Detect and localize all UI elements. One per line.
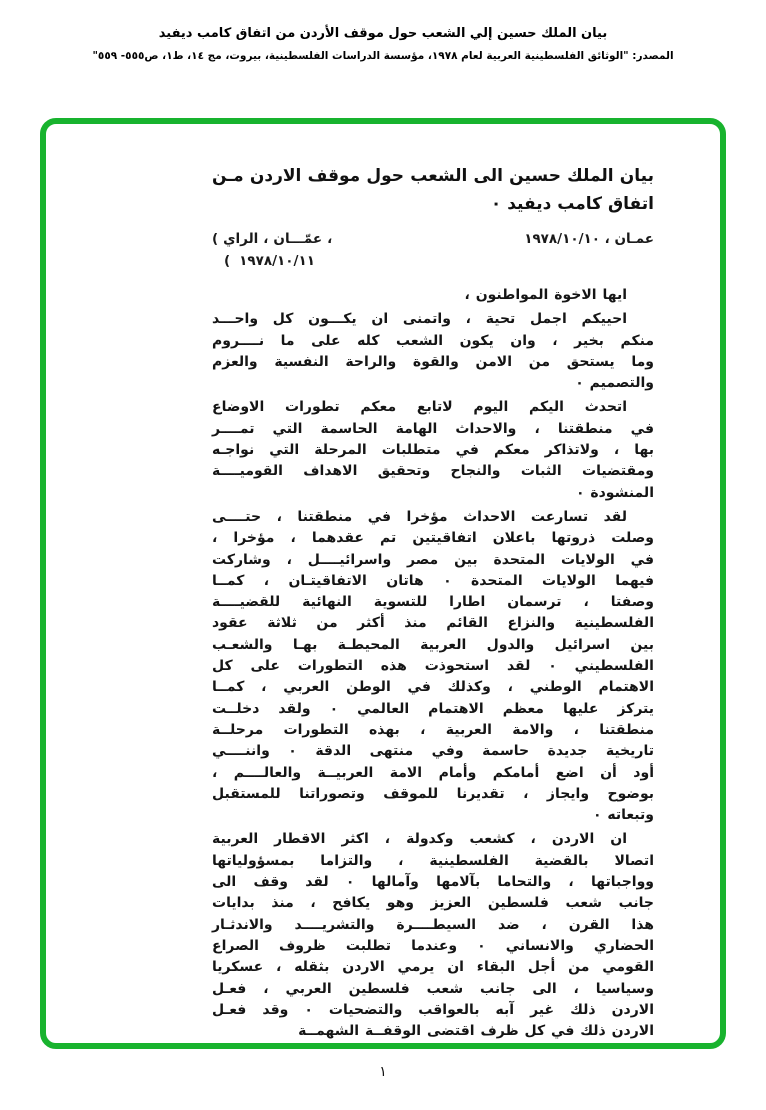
text-line: لقد تسارعت الاحداث مؤخرا في منطقتنا ، حتــــى bbox=[212, 508, 627, 525]
dateline-token: الراي bbox=[223, 231, 259, 247]
text-line: تاريخية جديدة حاسمة وفي منتهى الدقة ٠ واننــــي bbox=[212, 743, 655, 760]
text-line: وصلت ذروتها باعلان اتفاقيتين تم عقدهما ، مؤخرا ، bbox=[212, 530, 654, 547]
paragraph bbox=[212, 397, 654, 503]
page-header-title: بيان الملك حسين إلي الشعب حول موقف الأردن من اتفاق كامب ديفيد bbox=[158, 26, 608, 41]
paragraph bbox=[212, 829, 654, 1042]
text-line: يتركز عليها معظم الاهتمام العالمي ٠ ولقد دخلــت bbox=[212, 700, 655, 717]
page-number: ١ bbox=[379, 1064, 387, 1080]
text-line: بوضوح وايجاز ، تقديرنا للموقف وتصوراتنا للمستقبل bbox=[212, 785, 654, 802]
text-line: احييكم اجمل تحية ، واتمنى ان يكـــون كل واحـــد bbox=[212, 311, 627, 328]
text-line: الفلسطينية والنزاع القائم منذ أكثر من ثلاثة عقود bbox=[212, 615, 654, 632]
text-line: الاردن ذلك غير آبه بالعواقب والتضحيات ٠ وقد فعـل bbox=[212, 1001, 654, 1018]
dateline-token: عمّـــان bbox=[273, 231, 323, 247]
dateline-token: ( bbox=[212, 231, 219, 247]
document-body bbox=[212, 285, 654, 1042]
document-scan bbox=[46, 124, 720, 1042]
text-line: ومقتضيات الثبات والنجاح وتحقيق الاهداف القوميــــة bbox=[212, 463, 654, 480]
paragraph bbox=[212, 507, 654, 826]
text-line: فيهما الولايات المتحدة ٠ هاتان الاتفاقيتـان ، كمــا bbox=[212, 572, 655, 589]
text-line: الحضاري والانساني ٠ وعندما تطلبت ظروف الصراع bbox=[212, 937, 654, 954]
text-line: وواجباتها ، والتحاما بآلامها وآمالها ٠ لقد وقف الى bbox=[212, 874, 654, 891]
text-line: الاردن ذلك في كل ظرف اقتضى الوقفــة الشهمــة bbox=[298, 1023, 654, 1040]
text-line: بين اسرائيل والدول العربية المحيطـة بهـا والشعـب bbox=[212, 636, 654, 653]
citation-line-1 bbox=[212, 228, 332, 250]
text-line: وسياسيا ، الى جانب شعب فلسطين العربي ، فعـل bbox=[212, 980, 654, 997]
text-line: اتحدث اليكم اليوم لاتابع معكم تطورات الاوضاع bbox=[212, 399, 627, 416]
dateline-token: ، bbox=[263, 231, 269, 247]
text-line: منطقتنا ، والامة العربية ، بهذه التطورات مرحلــة bbox=[212, 721, 654, 738]
text-line: الفلسطيني ٠ لقد استحوذت هذه التطورات على كل bbox=[212, 658, 654, 675]
text-line: القومي من أجل البقاء ان يرمي الاردن بثقله ، عسكريا bbox=[212, 959, 654, 976]
page-header-source: المصدر: "الوثائق الفلسطينية العربية لعام ١٩٧٨، مؤسسة الدراسات الفلسطينية، بيروت، مج ١٤، ط١، ص٥٥٥- ٥٥٩" bbox=[92, 50, 674, 62]
title-line: بيان الملك حسين الى الشعب حول موقف الاردن مـن bbox=[212, 166, 654, 186]
text-line: وتبعاته ٠ bbox=[592, 807, 654, 824]
dateline-token: ، bbox=[327, 231, 333, 247]
text-line: جانب شعب فلسطين العزيز وهو يكافح ، منذ بدايات bbox=[212, 895, 654, 912]
text-line: في الولايات المتحدة بين مصر واسرائيــــل ، وشاركت bbox=[212, 551, 654, 568]
text-line: في منطقتنا ، والاحداث الهامة الحاسمة التي تمــــر bbox=[212, 420, 654, 437]
page bbox=[0, 26, 766, 1110]
text-line: هذا القرن ، ضد السيطــــرة والتشريــــد والاندثـار bbox=[212, 916, 654, 933]
text-line: بها ، ولاتذاكر معكم في متطلبات المرحلة التي نواجـه bbox=[212, 442, 654, 459]
text-line: وما يستحق من الامن والقوة والراحة النفسية والعزم bbox=[212, 353, 654, 370]
citation-line-2 bbox=[212, 250, 332, 272]
dateline-token: ١٩٧٨/١٠/١١ bbox=[239, 253, 315, 269]
dateline-citation bbox=[212, 228, 332, 272]
text-line: منكم بخير ، وان يكون الشعب كله على ما نــــروم bbox=[212, 332, 654, 349]
dateline-place-date: عمـان ، ١٩٧٨/١٠/١٠ bbox=[524, 231, 654, 247]
text-line: ان الاردن ، كشعب وكدولة ، اكثر الاقطار العربية bbox=[212, 831, 627, 848]
paragraph bbox=[212, 309, 654, 394]
text-line: المنشودة ٠ bbox=[575, 484, 654, 501]
text-line: ايها الاخوة المواطنون ، bbox=[464, 287, 627, 303]
scan-frame bbox=[40, 118, 726, 1049]
paragraph bbox=[212, 285, 654, 306]
text-line: اتصالا بالقضية الفلسطينية ، والتزاما بمسؤولياتها bbox=[212, 852, 654, 869]
dateline-token: ( bbox=[224, 253, 231, 269]
document-title bbox=[212, 162, 654, 218]
text-line: والتصميم ٠ bbox=[575, 375, 654, 392]
text-line: وصفتا ، ترسمان اطارا للتسوية النهائية للقضيــــة bbox=[212, 594, 654, 611]
title-line: اتفاق كامب ديفيد ٠ bbox=[490, 194, 654, 214]
text-line: أود أن اضع أمامكم وأمام الامة العربيــة والعالــــم ، bbox=[212, 764, 654, 781]
text-line: الاهتمام الوطني ، وكذلك في الوطن العربي ، كمــا bbox=[212, 679, 654, 696]
dateline bbox=[212, 228, 654, 272]
